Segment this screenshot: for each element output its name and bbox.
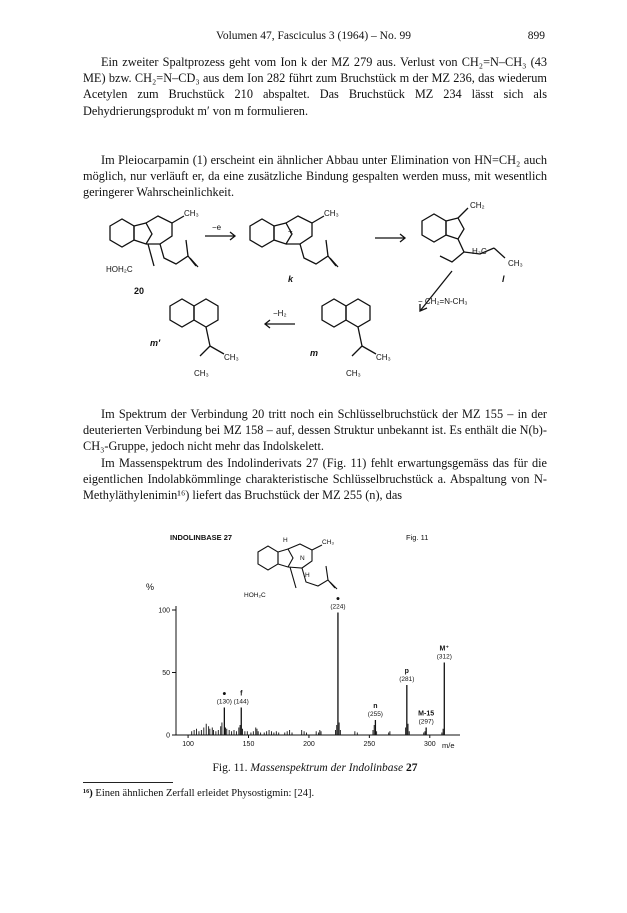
chart-xlabel: m/e bbox=[442, 741, 455, 750]
peak-letter-312: M⁺ bbox=[439, 645, 450, 653]
peak-label-297: (297) bbox=[418, 718, 434, 726]
paragraph-4: Im Massenspektrum des Indolinderivats 27 (Fig. 11) fehlt erwartungsgemäss das für die eigentlichen Indolabkömmlinge charakteristische Schlüsselbruchstück a. Abspaltung von N-Methyläthylenimin¹⁶) liefert das Bruchstück der MZ 255 (n), das bbox=[83, 455, 547, 503]
mol-label-h: H bbox=[305, 572, 310, 579]
indolinbase-structure bbox=[258, 544, 337, 589]
label-minus-e: −e bbox=[212, 223, 222, 232]
plot-area bbox=[158, 596, 460, 749]
structure-20 bbox=[110, 216, 198, 267]
label-ch3-20: CH₃ bbox=[184, 209, 199, 218]
mol-label-hoh2c: HOH₂C bbox=[244, 592, 266, 599]
caption-prefix: Fig. 11. bbox=[212, 762, 248, 774]
mass-spectrum-chart bbox=[140, 530, 490, 760]
figure-caption bbox=[83, 762, 547, 774]
chart-title: INDOLINBASE 27 bbox=[170, 533, 233, 542]
label-ch3-m-bottom: CH₃ bbox=[346, 369, 361, 378]
fragmentation-scheme bbox=[100, 196, 540, 401]
caption-number: 27 bbox=[405, 762, 418, 774]
mol-label-ch3: CH₃ bbox=[322, 539, 335, 546]
label-ion-m-prime: m′ bbox=[150, 338, 161, 348]
paragraph-2: Im Pleiocarpamin (1) erscheint ein ähnlicher Abbau unter Elimination von HN=CH₂ auch möglich, nur verläuft er, da eine zusätzliche Bindung gespalten werden muss, mit wesentlich geringerer Wahrscheinlichkeit. bbox=[83, 153, 547, 200]
label-hoh2c: HOH₂C bbox=[106, 265, 133, 274]
peak-label-281: (281) bbox=[399, 676, 415, 683]
y-tick-label: 0 bbox=[166, 732, 170, 740]
label-loss-ch2nch3: − CH₂=N-CH₃ bbox=[418, 297, 468, 306]
label-ion-m: m bbox=[310, 348, 319, 358]
paragraph-3-4 bbox=[83, 406, 547, 503]
paragraph-1: Ein zweiter Spaltprozess geht vom Ion k der MZ 279 aus. Verlust von CH₂=N–CH₃ (43 ME) bzw. CH₂=N–CD₃ aus dem Ion 282 führt zum Bruchstück m der MZ 236, das wiederum Acetylen zum Bruchstück 210 abspaltet. Das Bruchstück MZ 234 lässt sich als Dehydrierungsprodukt m′ von m formulieren. bbox=[83, 55, 547, 118]
peak-letter-224: ● bbox=[335, 595, 341, 603]
footnote-marker: ¹⁶) bbox=[83, 788, 93, 799]
peak-letter-255: n bbox=[373, 703, 378, 710]
peak-letter-281: p bbox=[404, 668, 409, 675]
peak-label-130: (130) bbox=[216, 698, 232, 706]
x-tick-label: 100 bbox=[182, 741, 194, 748]
x-tick-label: 250 bbox=[363, 741, 376, 748]
page-header bbox=[0, 30, 627, 46]
structure-l bbox=[422, 208, 505, 262]
footnote-rule bbox=[83, 782, 173, 783]
mol-label-n: N bbox=[300, 555, 305, 562]
structure-k bbox=[250, 216, 338, 267]
paragraph-3: Im Spektrum der Verbindung 20 tritt noch ein Schlüsselbruchstück der MZ 155 – in der deuterierten Verbindung bei MZ 158 – auf, dessen Struktur unbekannt ist. Es enthält die N(b)-CH₃-Gruppe, jedoch nicht mehr das Indolskelett. bbox=[83, 407, 547, 454]
label-ch3-m: CH₃ bbox=[376, 353, 391, 362]
label-ch2-l: CH₂ bbox=[470, 201, 485, 210]
label-plus-k: + bbox=[288, 227, 293, 236]
y-tick-label: 50 bbox=[162, 670, 170, 677]
label-ion-l: l bbox=[502, 274, 505, 284]
peak-label-255: (255) bbox=[367, 711, 383, 718]
caption-text: Massenspektrum der Indolinbase bbox=[250, 762, 404, 774]
x-tick-label: 300 bbox=[423, 741, 436, 748]
y-tick-label: 100 bbox=[158, 607, 170, 615]
x-tick-label: 200 bbox=[303, 741, 315, 748]
peak-label-144: (144) bbox=[233, 698, 249, 706]
peak-letter-297: M-15 bbox=[418, 710, 435, 718]
label-ch3-l: CH₃ bbox=[508, 259, 523, 268]
chart-fig-label: Fig. 11 bbox=[406, 533, 429, 542]
label-h3c-l: H₃C bbox=[472, 247, 487, 256]
label-ion-k: k bbox=[288, 274, 294, 284]
label-ch3-mp: CH₃ bbox=[224, 353, 239, 362]
peak-label-224: (224) bbox=[330, 603, 346, 611]
mol-label-h-top: H bbox=[283, 537, 288, 544]
running-title: Volumen 47, Fasciculus 3 (1964) – No. 99 bbox=[216, 30, 411, 42]
label-compound-20: 20 bbox=[134, 286, 145, 296]
peak-letter-144: f bbox=[240, 690, 243, 698]
footnote bbox=[83, 788, 547, 799]
peak-label-312: (312) bbox=[436, 653, 452, 661]
x-tick-label: 150 bbox=[242, 741, 255, 748]
peak-letter-130: ● bbox=[222, 690, 227, 698]
page-number: 899 bbox=[527, 30, 545, 42]
label-ch3-mp-bottom: CH₃ bbox=[194, 369, 209, 378]
footnote-text: Einen ähnlichen Zerfall erleidet Physostigmin: [24]. bbox=[95, 788, 315, 799]
structure-m-prime bbox=[170, 299, 224, 356]
label-minus-h2: −H₂ bbox=[273, 309, 287, 318]
label-ch3-k: CH₃ bbox=[324, 209, 339, 218]
structure-m bbox=[322, 299, 376, 356]
chart-ylabel: % bbox=[146, 582, 155, 592]
